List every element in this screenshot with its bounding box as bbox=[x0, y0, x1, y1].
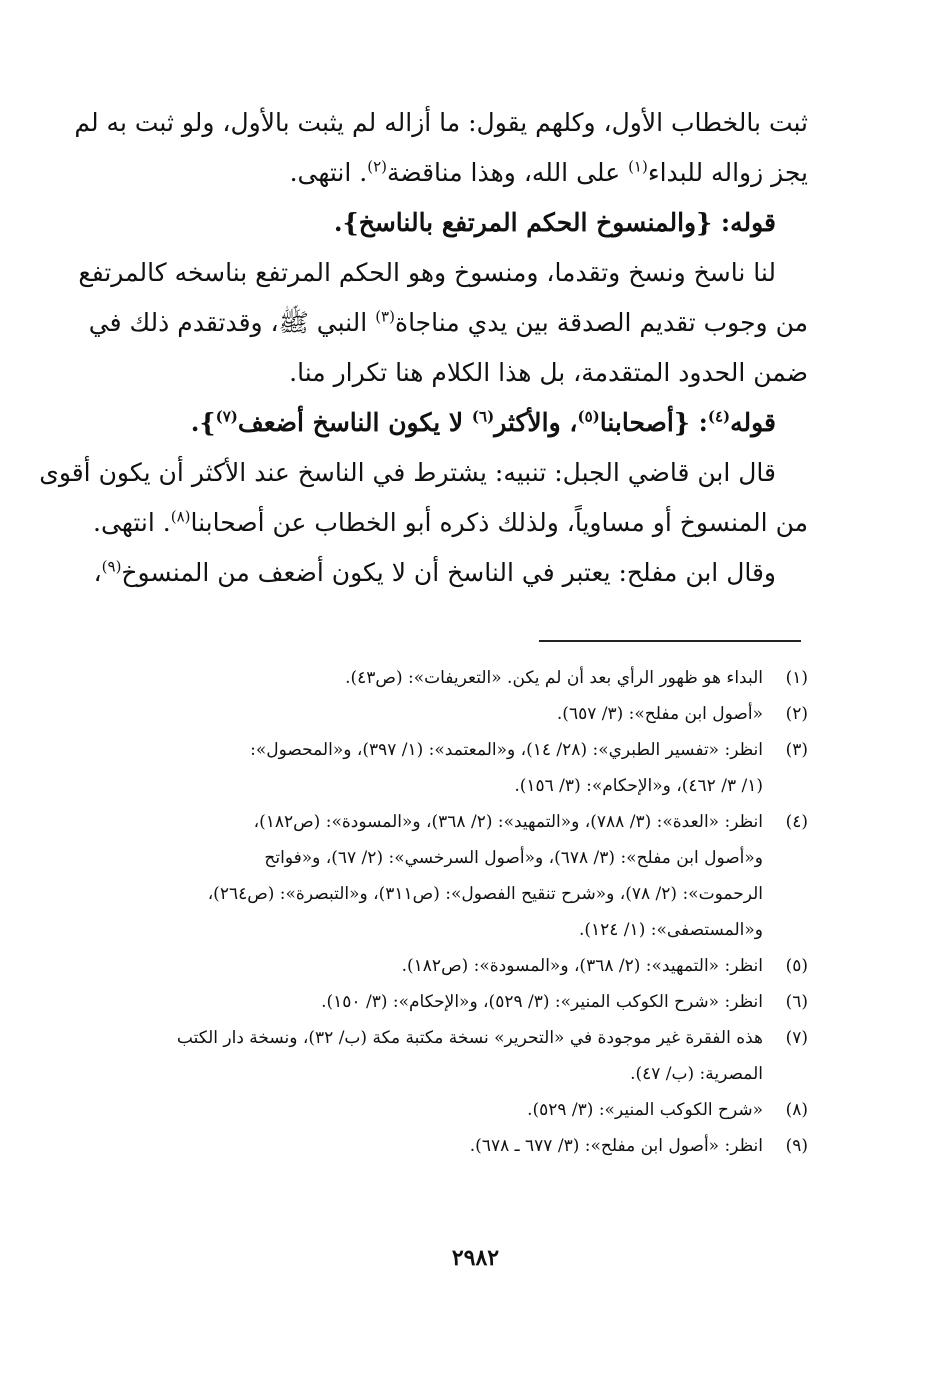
main-line-3-heading: قوله: {والمنسوخ الحكم المرتفع بالناسخ}. bbox=[333, 208, 776, 237]
footnote-text: انظر: «تفسير الطبري»: (٢٨/ ١٤)، و«المعتمد»: (١/ ٣٩٧)، و«المحصول»: (١/ ٣/ ٤٦٢)، و«الإحكام»: (٣/ ١٥٦). bbox=[250, 740, 763, 796]
footnote-text: هذه الفقرة غير موجودة في «التحرير» نسخة مكتبة مكة (ب/ ٣٢)، ونسخة دار الكتب المصرية: (ب/ ٤٧). bbox=[176, 1028, 763, 1084]
footnote-ref-6[interactable]: (٦) bbox=[471, 407, 495, 426]
footnote bbox=[108, 1020, 808, 1092]
footnote bbox=[108, 948, 808, 984]
footnote-ref-8[interactable]: (٨) bbox=[170, 507, 191, 526]
footnote bbox=[108, 984, 808, 1020]
main-line-7-heading: قوله$^{(٤)}$: {أصحابنا$^{(٥)}$، والأكثر$^{(٦)}$ لا يكون الناسخ أضعف$^{(٧)}$}. bbox=[190, 407, 776, 437]
footnote bbox=[108, 1092, 808, 1128]
main-line-1: ثبت بالخطاب الأول، وكلهم يقول: ما أزاله لم يثبت بالأول، ولو ثبت به لم bbox=[74, 108, 808, 137]
footnote-ref-1[interactable]: (١) bbox=[628, 157, 648, 176]
footnotes bbox=[108, 660, 808, 1164]
footnote-ref-7[interactable]: (٧) bbox=[215, 407, 238, 426]
main-text bbox=[39, 98, 808, 598]
footnote-number: (٣) bbox=[785, 740, 808, 760]
footnote-ref-3[interactable]: (٣) bbox=[375, 307, 395, 326]
main-line-5: من وجوب تقديم الصدقة بين يدي مناجاة$^{(٣)}$ النبي ﷺ، وقدتقدم ذلك في bbox=[88, 307, 808, 337]
footnote-number: (٨) bbox=[785, 1100, 808, 1120]
footnote-number: (٩) bbox=[785, 1136, 808, 1156]
footnote-number: (٦) bbox=[785, 992, 808, 1012]
main-line-10: وقال ابن مفلح: يعتبر في الناسخ أن لا يكون أضعف من المنسوخ$^{(٩)}$، bbox=[93, 557, 776, 587]
footnote-ref-4[interactable]: (٤) bbox=[707, 407, 731, 426]
footnote-separator bbox=[539, 640, 801, 642]
footnote bbox=[108, 804, 808, 948]
footnote-text: انظر: «أصول ابن مفلح»: (٣/ ٦٧٧ ـ ٦٧٨). bbox=[469, 1136, 763, 1156]
footnote-ref-9[interactable]: (٩) bbox=[101, 557, 122, 576]
footnote bbox=[108, 696, 808, 732]
footnote-ref-2[interactable]: (٢) bbox=[367, 157, 388, 176]
main-line-9: من المنسوخ أو مساوياً، ولذلك ذكره أبو الخطاب عن أصحابنا$^{(٨)}$. انتهى. bbox=[93, 507, 808, 537]
footnote bbox=[108, 732, 808, 804]
footnote-number: (٤) bbox=[785, 812, 808, 832]
main-line-4: لنا ناسخ ونسخ وتقدما، ومنسوخ وهو الحكم المرتفع بناسخه كالمرتفع bbox=[78, 258, 776, 287]
main-line-6: ضمن الحدود المتقدمة، بل هذا الكلام هنا تكرار منا. bbox=[289, 358, 808, 387]
footnote-text: «شرح الكوكب المنير»: (٣/ ٥٢٩). bbox=[527, 1100, 763, 1120]
footnote-number: (٥) bbox=[785, 956, 808, 976]
footnote-text: انظر: «التمهيد»: (٢/ ٣٦٨)، و«المسودة»: (ص١٨٢). bbox=[401, 956, 763, 976]
footnote-text: انظر: «شرح الكوكب المنير»: (٣/ ٥٢٩)، و«الإحكام»: (٣/ ١٥٠). bbox=[321, 992, 763, 1012]
main-line-2: يجز زواله للبداء$^{(١)}$ على الله، وهذا مناقضة$^{(٢)}$. انتهى. bbox=[289, 157, 808, 187]
footnote-ref-5[interactable]: (٥) bbox=[577, 407, 600, 426]
footnote-number: (٢) bbox=[785, 704, 808, 724]
footnote-number: (١) bbox=[785, 668, 808, 688]
footnote-text: «أصول ابن مفلح»: (٣/ ٦٥٧). bbox=[556, 704, 763, 724]
footnote bbox=[108, 1128, 808, 1164]
footnote-text: انظر: «العدة»: (٣/ ٧٨٨)، و«التمهيد»: (٢/ ٣٦٨)، و«المسودة»: (ص١٨٢)، و«أصول ابن مفلح»: (٣/ ٦٧٨)، و«أصول السرخسي»: (٢/ ٦٧)، و«فواتح الرحموت»: (٢/ ٧٨)، و«شرح تنقيح الفصول»: (ص٣١١)، و«التبصرة»: (ص٢٦٤)، و«المستصفى»: (١/ ١٢٤). bbox=[207, 812, 763, 940]
footnote-text: البداء هو ظهور الرأي بعد أن لم يكن. «التعريفات»: (ص٤٣). bbox=[345, 668, 763, 688]
page-number: ٢٩٨٢ bbox=[451, 1245, 500, 1271]
footnote-number: (٧) bbox=[785, 1028, 808, 1048]
footnote bbox=[108, 660, 808, 696]
main-line-8: قال ابن قاضي الجبل: تنبيه: يشترط في الناسخ عند الأكثر أن يكون أقوى bbox=[39, 458, 776, 487]
